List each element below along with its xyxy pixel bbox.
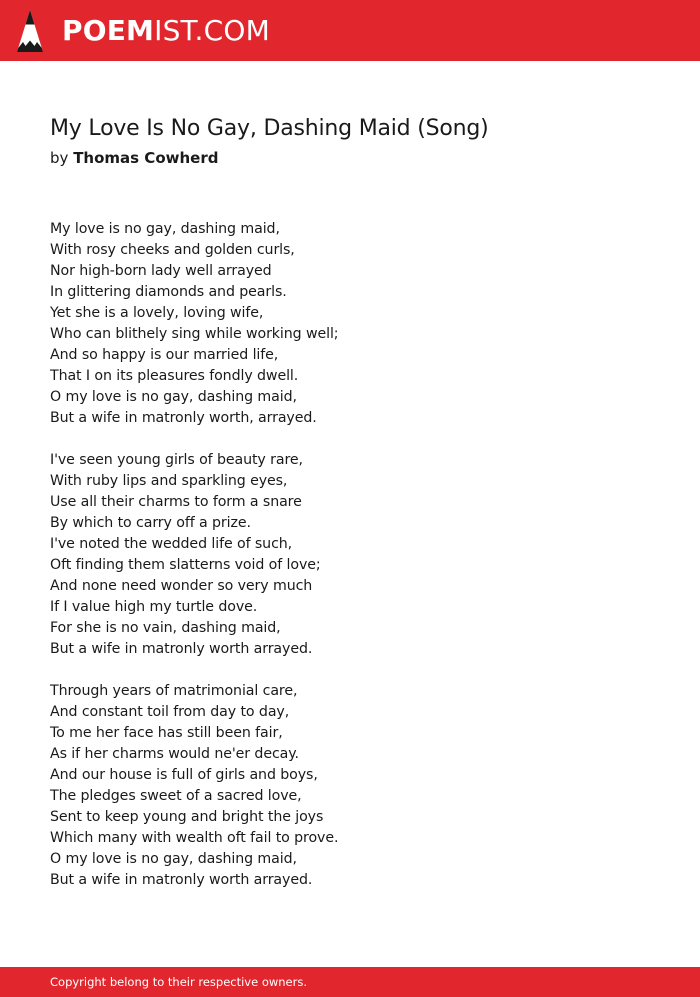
poem-line: Use all their charms to form a snare bbox=[50, 494, 302, 510]
poem-line: If I value high my turtle dove. bbox=[50, 599, 258, 615]
poem-line: That I on its pleasures fondly dwell. bbox=[50, 368, 299, 384]
site-logo[interactable] bbox=[17, 10, 270, 52]
poem-line: And none need wonder so very much bbox=[50, 578, 313, 594]
poem-line: With rosy cheeks and golden curls, bbox=[50, 242, 295, 258]
site-footer bbox=[0, 967, 700, 997]
poem-line: But a wife in matronly worth arrayed. bbox=[50, 641, 313, 657]
logo-text-bold: POEM bbox=[62, 14, 155, 47]
poem-line: But a wife in matronly worth arrayed. bbox=[50, 872, 313, 888]
poem-line: Through years of matrimonial care, bbox=[50, 683, 298, 699]
logo-text-light: IST.COM bbox=[154, 14, 270, 47]
poem-line: And so happy is our married life, bbox=[50, 347, 279, 363]
author-name: Thomas Cowherd bbox=[73, 149, 219, 167]
poem-line: The pledges sweet of a sacred love, bbox=[50, 788, 302, 804]
poem-line: To me her face has still been fair, bbox=[50, 725, 283, 741]
poem-line: And our house is full of girls and boys, bbox=[50, 767, 318, 783]
poem-line: As if her charms would ne'er decay. bbox=[50, 746, 299, 762]
site-header bbox=[0, 0, 700, 61]
poem-line: Sent to keep young and bright the joys bbox=[50, 809, 324, 825]
poem-line: I've seen young girls of beauty rare, bbox=[50, 452, 303, 468]
poem-stanza bbox=[50, 450, 338, 660]
poem-line: O my love is no gay, dashing maid, bbox=[50, 389, 297, 405]
poem-stanza bbox=[50, 219, 338, 429]
poem-line: For she is no vain, dashing maid, bbox=[50, 620, 281, 636]
poem-line: O my love is no gay, dashing maid, bbox=[50, 851, 297, 867]
poem-stanza bbox=[50, 681, 338, 891]
poem-line: With ruby lips and sparkling eyes, bbox=[50, 473, 288, 489]
poem-line: My love is no gay, dashing maid, bbox=[50, 221, 280, 237]
poem-line: Yet she is a lovely, loving wife, bbox=[50, 305, 264, 321]
poem-byline bbox=[50, 149, 218, 167]
poem-title: My Love Is No Gay, Dashing Maid (Song) bbox=[50, 116, 489, 141]
poem-line: Who can blithely sing while working well; bbox=[50, 326, 339, 342]
poem-line: In glittering diamonds and pearls. bbox=[50, 284, 287, 300]
poem-line: By which to carry off a prize. bbox=[50, 515, 251, 531]
poem-line: Which many with wealth oft fail to prove. bbox=[50, 830, 339, 846]
pencil-icon bbox=[17, 10, 43, 52]
copyright-text: Copyright belong to their respective owners. bbox=[50, 975, 308, 989]
poem-line: Nor high-born lady well arrayed bbox=[50, 263, 272, 279]
poem-line: Oft finding them slatterns void of love; bbox=[50, 557, 321, 573]
poem-line: But a wife in matronly worth, arrayed. bbox=[50, 410, 317, 426]
site-logo-text bbox=[62, 10, 270, 52]
poem-line: I've noted the wedded life of such, bbox=[50, 536, 293, 552]
poem-body bbox=[50, 219, 338, 912]
poem-line: And constant toil from day to day, bbox=[50, 704, 290, 720]
by-label: by bbox=[50, 149, 69, 167]
